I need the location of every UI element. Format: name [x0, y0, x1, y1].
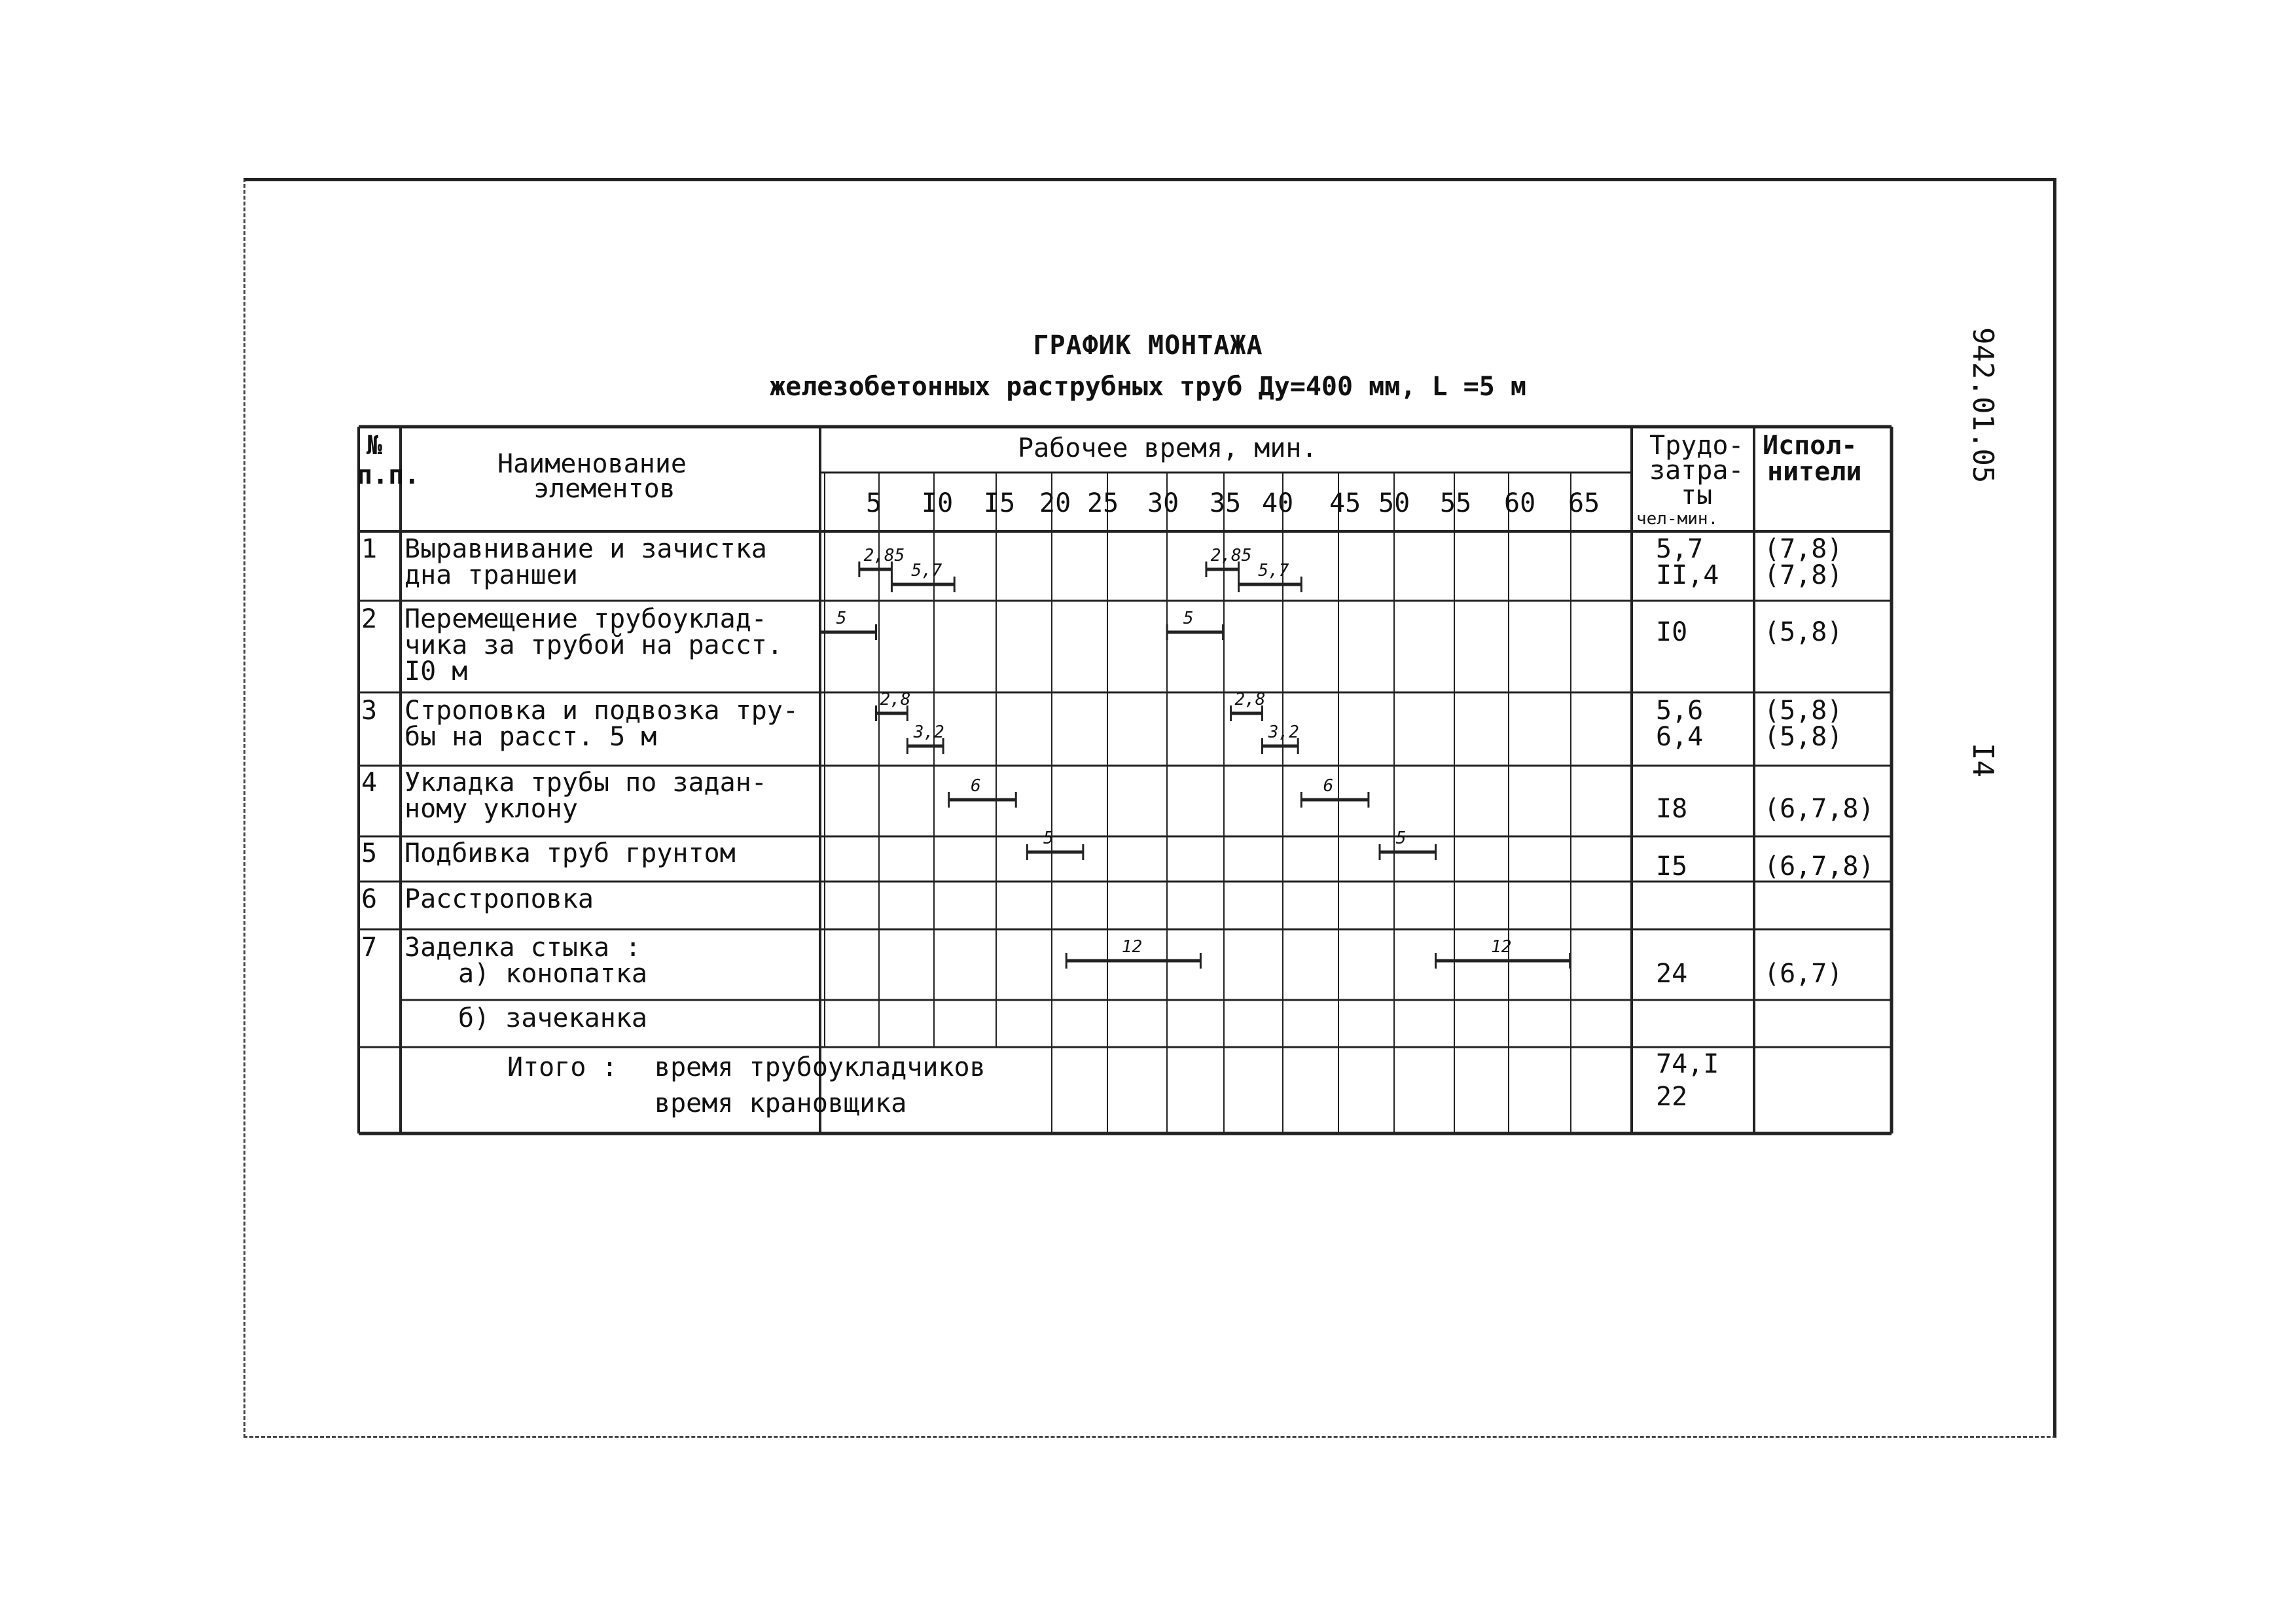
gantt-bar-label: 5,7	[1258, 561, 1289, 580]
header-time: Рабочее время, мин.	[1018, 433, 1318, 463]
gantt-bar-label: 12	[1491, 937, 1512, 957]
row-number: 2	[361, 604, 378, 634]
header-labor: ты	[1681, 480, 1713, 510]
tick-label: 55	[1440, 488, 1472, 518]
total-value1: 74,I	[1656, 1049, 1719, 1079]
total-line2: время крановщика	[655, 1088, 907, 1118]
gantt-bar-label: 3,2	[1268, 722, 1299, 742]
header-name: Наименование	[497, 449, 687, 479]
tick-label: 65	[1568, 488, 1600, 518]
row-number: 5	[361, 838, 378, 868]
row-name: а) конопатка	[458, 959, 647, 989]
gantt-bar-label: 5	[1395, 829, 1407, 848]
tick-label: 25	[1087, 488, 1119, 518]
row-name: Строповка и подвозка тру-	[404, 696, 799, 726]
row-name: ному уклону	[404, 794, 578, 824]
row-name: б) зачеканка	[458, 1003, 647, 1033]
gantt-bar-label: 6	[1323, 776, 1334, 796]
row-name: Выравнивание и зачистка	[404, 534, 767, 564]
row-name: Укладка трубы по задан-	[404, 768, 767, 798]
row-labor: 5,7	[1656, 534, 1704, 564]
tick-label: 40	[1262, 488, 1294, 518]
row-number: 6	[361, 884, 378, 914]
tick-label: I5	[984, 488, 1016, 518]
row-name: Заделка стыка :	[404, 933, 641, 963]
row-executors: (6,7)	[1764, 959, 1843, 989]
total-value2: 22	[1656, 1082, 1688, 1112]
row-number: 7	[361, 933, 378, 963]
row-name: чика за трубой на расст.	[404, 630, 783, 660]
gantt-bar-label: 2,8	[880, 690, 911, 709]
row-labor: 5,6	[1656, 696, 1704, 726]
row-executors: (5,8)	[1764, 722, 1843, 752]
gantt-bar-label: 2,85	[1210, 546, 1252, 565]
row-labor: I8	[1656, 794, 1688, 824]
page-number: I4	[1966, 743, 2000, 777]
tick-label: I0	[922, 488, 954, 518]
row-labor: II,4	[1656, 560, 1719, 590]
document-subtitle: железобетонных раструбных труб Ду=400 мм, L =5 м	[770, 372, 1526, 402]
row-labor: 6,4	[1656, 722, 1704, 752]
total-line1: время трубоукладчиков	[655, 1052, 986, 1082]
row-executors: (6,7,8)	[1764, 794, 1874, 824]
gantt-bar-label: 6	[970, 776, 981, 796]
tick-label: 45	[1329, 488, 1361, 518]
row-executors: (5,8)	[1764, 696, 1843, 726]
header-labor: затра-	[1649, 455, 1744, 486]
header-num-sub: п.п.	[357, 460, 420, 490]
row-name: I0 м	[404, 656, 468, 687]
row-name: бы на расст. 5 м	[404, 722, 657, 752]
gantt-bar-label: 5,7	[911, 561, 942, 580]
row-labor: 24	[1656, 959, 1688, 989]
document-code: 942.01.05	[1966, 327, 2000, 484]
row-number: 3	[361, 696, 378, 726]
header-name-sub: элементов	[533, 474, 675, 504]
gantt-bar-label: 3,2	[913, 722, 944, 742]
tick-label: 35	[1210, 488, 1242, 518]
gantt-bar-label: 12	[1121, 937, 1143, 957]
row-executors: (7,8)	[1764, 534, 1843, 564]
gantt-bar-label: 2,8	[1234, 690, 1266, 709]
row-executors: (5,8)	[1764, 617, 1843, 647]
total-label: Итого :	[507, 1052, 618, 1082]
tick-label: 30	[1147, 488, 1179, 518]
row-labor: I5	[1656, 851, 1688, 882]
row-executors: (7,8)	[1764, 560, 1843, 590]
gantt-bar-label: 2,85	[863, 546, 905, 565]
row-number: 4	[361, 768, 378, 798]
row-name: Подбивка труб грунтом	[404, 838, 736, 868]
row-name: Расстроповка	[404, 884, 594, 914]
header-labor-unit: чел-мин.	[1636, 509, 1719, 529]
row-number: 1	[361, 534, 378, 564]
header-labor: Трудо-	[1649, 431, 1744, 461]
header-exec: нители	[1767, 457, 1862, 487]
gantt-bar-label: 5	[1183, 609, 1194, 628]
row-name: Перемещение трубоуклад-	[404, 604, 767, 634]
tick-label: 20	[1039, 488, 1071, 518]
gantt-bar-label: 5	[1043, 829, 1054, 848]
row-name: дна траншеи	[404, 560, 578, 590]
gantt-bar-label: 5	[836, 609, 847, 628]
document-title: ГРАФИК МОНТАЖА	[1033, 330, 1263, 361]
header-exec: Испол-	[1763, 431, 1857, 461]
tick-label: 5	[866, 488, 882, 518]
tick-label: 60	[1504, 488, 1536, 518]
row-labor: I0	[1656, 617, 1688, 647]
tick-label: 50	[1378, 488, 1410, 518]
row-executors: (6,7,8)	[1764, 851, 1874, 882]
header-num: №	[367, 431, 383, 461]
